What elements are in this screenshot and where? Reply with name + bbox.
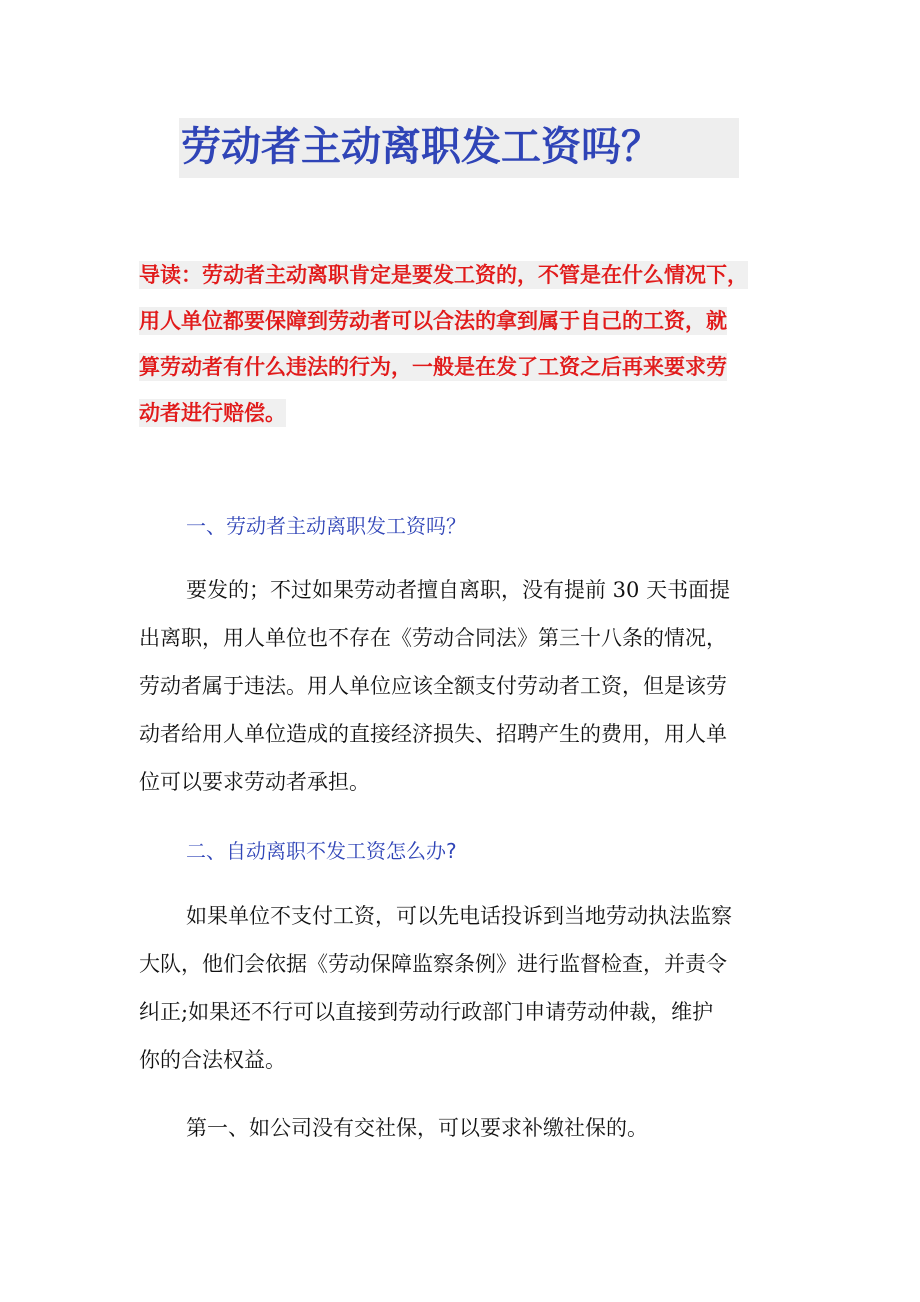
intro-line	[139, 252, 784, 298]
section-2-paragraph	[139, 892, 784, 1084]
section-1-paragraph	[139, 566, 784, 806]
paragraph-line: 出离职，用人单位也不存在《劳动合同法》第三十八条的情况，	[139, 626, 727, 650]
intro-line-text: 动者进行赔偿。	[139, 401, 286, 425]
paragraph-line: 动者给用人单位造成的直接经济损失、招聘产生的费用，用人单	[139, 722, 727, 746]
intro-line-text: 算劳动者有什么违法的行为，一般是在发了工资之后再来要求劳	[139, 355, 727, 379]
intro-line-text: 用人单位都要保障到劳动者可以合法的拿到属于自己的工资，就	[139, 309, 727, 333]
paragraph-line: 位可以要求劳动者承担。	[139, 770, 370, 794]
point-1-paragraph	[139, 1104, 784, 1152]
paragraph-line: 要发的；不过如果劳动者擅自离职，没有提前 30 天书面提	[186, 578, 731, 602]
intro-line	[139, 344, 784, 390]
intro-block	[139, 252, 784, 436]
intro-line	[139, 390, 784, 436]
paragraph-line: 劳动者属于违法。用人单位应该全额支付劳动者工资，但是该劳	[139, 674, 727, 698]
intro-line	[139, 298, 784, 344]
intro-line-text: 导读：劳动者主动离职肯定是要发工资的，不管是在什么情况下，	[139, 263, 748, 287]
section-heading-2: 二、自动离职不发工资怎么办?	[186, 839, 457, 863]
paragraph-line: 纠正;如果还不行可以直接到劳动行政部门申请劳动仲裁，维护	[139, 1000, 714, 1024]
paragraph-line: 第一、如公司没有交社保，可以要求补缴社保的。	[186, 1116, 648, 1140]
paragraph-line: 大队，他们会依据《劳动保障监察条例》进行监督检查，并责令	[139, 952, 727, 976]
paragraph-line: 如果单位不支付工资，可以先电话投诉到当地劳动执法监察	[186, 904, 732, 928]
section-heading-1: 一、劳动者主动离职发工资吗？	[186, 514, 466, 538]
paragraph-line: 你的合法权益。	[139, 1048, 286, 1072]
page-title: 劳动者主动离职发工资吗？	[181, 124, 661, 170]
